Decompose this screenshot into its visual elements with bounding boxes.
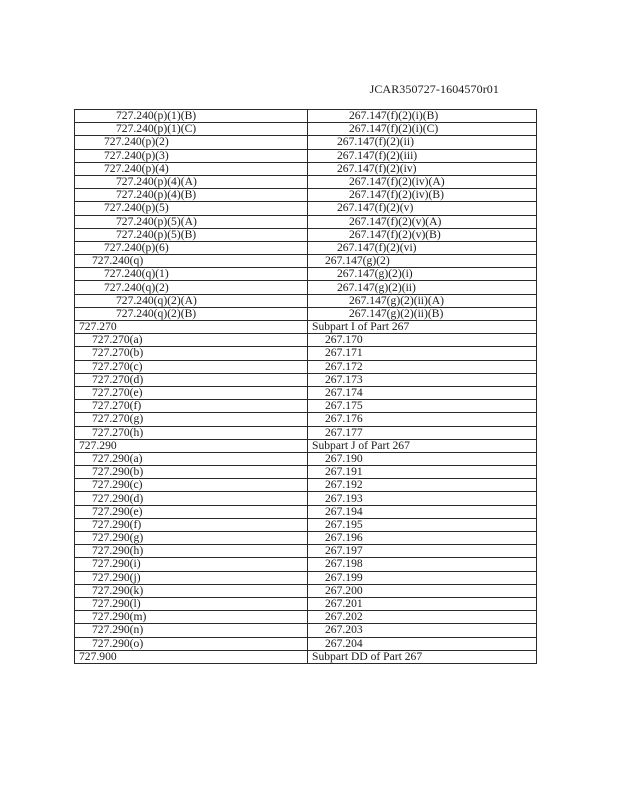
illinois-section-cell: 727.290(b) [75,466,308,479]
part-267-section-cell: 267.174 [308,386,537,399]
table-row [75,162,537,175]
part-267-section-cell: 267.193 [308,492,537,505]
table-row [75,532,537,545]
part-267-section-cell: 267.147(g)(2) [308,255,537,268]
part-267-section-cell: 267.172 [308,360,537,373]
table-row [75,215,537,228]
table-row [75,123,537,136]
illinois-section-cell: 727.240(p)(6) [75,241,308,254]
part-267-section-cell: 267.170 [308,334,537,347]
part-267-section-cell: Subpart DD of Part 267 [308,650,537,663]
part-267-section-cell: 267.147(f)(2)(v) [308,202,537,215]
illinois-section-cell: 727.240(p)(5)(B) [75,228,308,241]
part-267-section-cell: 267.171 [308,347,537,360]
part-267-section-cell: 267.200 [308,584,537,597]
part-267-section-cell: 267.201 [308,597,537,610]
table-row [75,149,537,162]
table-row [75,360,537,373]
part-267-section-cell: 267.147(f)(2)(i)(B) [308,110,537,123]
table-row [75,426,537,439]
part-267-section-cell: 267.147(f)(2)(ii) [308,136,537,149]
illinois-section-cell: 727.290(g) [75,532,308,545]
part-267-section-cell: 267.147(f)(2)(i)(C) [308,123,537,136]
table-row [75,321,537,334]
part-267-section-cell: 267.147(g)(2)(ii)(A) [308,294,537,307]
illinois-section-cell: 727.240(p)(1)(B) [75,110,308,123]
part-267-section-cell: 267.176 [308,413,537,426]
illinois-section-cell: 727.270 [75,321,308,334]
table-row [75,571,537,584]
illinois-section-cell: 727.290(a) [75,452,308,465]
part-267-section-cell: 267.202 [308,611,537,624]
part-267-section-cell: 267.147(g)(2)(ii) [308,281,537,294]
illinois-section-cell: 727.240(p)(1)(C) [75,123,308,136]
illinois-section-cell: 727.290(n) [75,624,308,637]
illinois-section-cell: 727.240(q)(2) [75,281,308,294]
illinois-section-cell: 727.240(p)(5) [75,202,308,215]
illinois-section-cell: 727.270(c) [75,360,308,373]
part-267-section-cell: Subpart J of Part 267 [308,439,537,452]
part-267-section-cell: 267.147(f)(2)(iv) [308,162,537,175]
illinois-section-cell: 727.270(d) [75,373,308,386]
illinois-section-cell: 727.240(q)(2)(A) [75,294,308,307]
table-row [75,241,537,254]
table-row [75,518,537,531]
table-row [75,347,537,360]
cross-reference-table [74,109,537,664]
table-row [75,400,537,413]
illinois-section-cell: 727.290(k) [75,584,308,597]
table-row [75,479,537,492]
illinois-section-cell: 727.240(p)(4)(A) [75,175,308,188]
illinois-section-cell: 727.290(i) [75,558,308,571]
illinois-section-cell: 727.240(q)(1) [75,268,308,281]
part-267-section-cell: 267.177 [308,426,537,439]
illinois-section-cell: 727.270(f) [75,400,308,413]
part-267-section-cell: 267.198 [308,558,537,571]
table-row [75,492,537,505]
part-267-section-cell: 267.196 [308,532,537,545]
table-row [75,611,537,624]
table-row [75,452,537,465]
table-row [75,136,537,149]
part-267-section-cell: 267.194 [308,505,537,518]
part-267-section-cell: 267.175 [308,400,537,413]
part-267-section-cell: 267.147(g)(2)(ii)(B) [308,307,537,320]
illinois-section-cell: 727.240(q)(2)(B) [75,307,308,320]
table-row [75,228,537,241]
table-row [75,597,537,610]
part-267-section-cell: 267.197 [308,545,537,558]
table-row [75,202,537,215]
illinois-section-cell: 727.270(g) [75,413,308,426]
table-row [75,466,537,479]
part-267-section-cell: 267.147(f)(2)(iv)(A) [308,175,537,188]
illinois-section-cell: 727.290 [75,439,308,452]
table-row [75,307,537,320]
table-row [75,281,537,294]
part-267-section-cell: 267.147(f)(2)(vi) [308,241,537,254]
table-row [75,386,537,399]
illinois-section-cell: 727.290(f) [75,518,308,531]
illinois-section-cell: 727.290(l) [75,597,308,610]
table-row [75,650,537,663]
table-row [75,294,537,307]
part-267-section-cell: 267.204 [308,637,537,650]
illinois-section-cell: 727.290(c) [75,479,308,492]
table-row [75,268,537,281]
illinois-section-cell: 727.270(b) [75,347,308,360]
table-row [75,637,537,650]
table-row [75,373,537,386]
illinois-section-cell: 727.240(p)(5)(A) [75,215,308,228]
illinois-section-cell: 727.290(j) [75,571,308,584]
part-267-section-cell: 267.191 [308,466,537,479]
illinois-section-cell: 727.240(p)(3) [75,149,308,162]
table-row [75,545,537,558]
illinois-section-cell: 727.290(m) [75,611,308,624]
part-267-section-cell: Subpart I of Part 267 [308,321,537,334]
part-267-section-cell: 267.147(g)(2)(i) [308,268,537,281]
table-row [75,624,537,637]
illinois-section-cell: 727.240(p)(4) [75,162,308,175]
document-id: JCAR350727-1604570r01 [369,82,499,96]
table-row [75,505,537,518]
part-267-section-cell: 267.147(f)(2)(iii) [308,149,537,162]
cross-reference-table-body [75,110,537,664]
part-267-section-cell: 267.147(f)(2)(v)(A) [308,215,537,228]
part-267-section-cell: 267.195 [308,518,537,531]
illinois-section-cell: 727.270(e) [75,386,308,399]
table-row [75,439,537,452]
part-267-section-cell: 267.147(f)(2)(iv)(B) [308,189,537,202]
table-row [75,189,537,202]
illinois-section-cell: 727.900 [75,650,308,663]
illinois-section-cell: 727.290(o) [75,637,308,650]
table-row [75,110,537,123]
table-row [75,255,537,268]
table-row [75,413,537,426]
table-row [75,334,537,347]
table-row [75,558,537,571]
illinois-section-cell: 727.240(p)(2) [75,136,308,149]
illinois-section-cell: 727.240(q) [75,255,308,268]
part-267-section-cell: 267.192 [308,479,537,492]
illinois-section-cell: 727.270(h) [75,426,308,439]
part-267-section-cell: 267.147(f)(2)(v)(B) [308,228,537,241]
illinois-section-cell: 727.290(h) [75,545,308,558]
illinois-section-cell: 727.290(e) [75,505,308,518]
table-row [75,175,537,188]
part-267-section-cell: 267.203 [308,624,537,637]
part-267-section-cell: 267.173 [308,373,537,386]
illinois-section-cell: 727.270(a) [75,334,308,347]
illinois-section-cell: 727.290(d) [75,492,308,505]
part-267-section-cell: 267.190 [308,452,537,465]
table-row [75,584,537,597]
part-267-section-cell: 267.199 [308,571,537,584]
illinois-section-cell: 727.240(p)(4)(B) [75,189,308,202]
